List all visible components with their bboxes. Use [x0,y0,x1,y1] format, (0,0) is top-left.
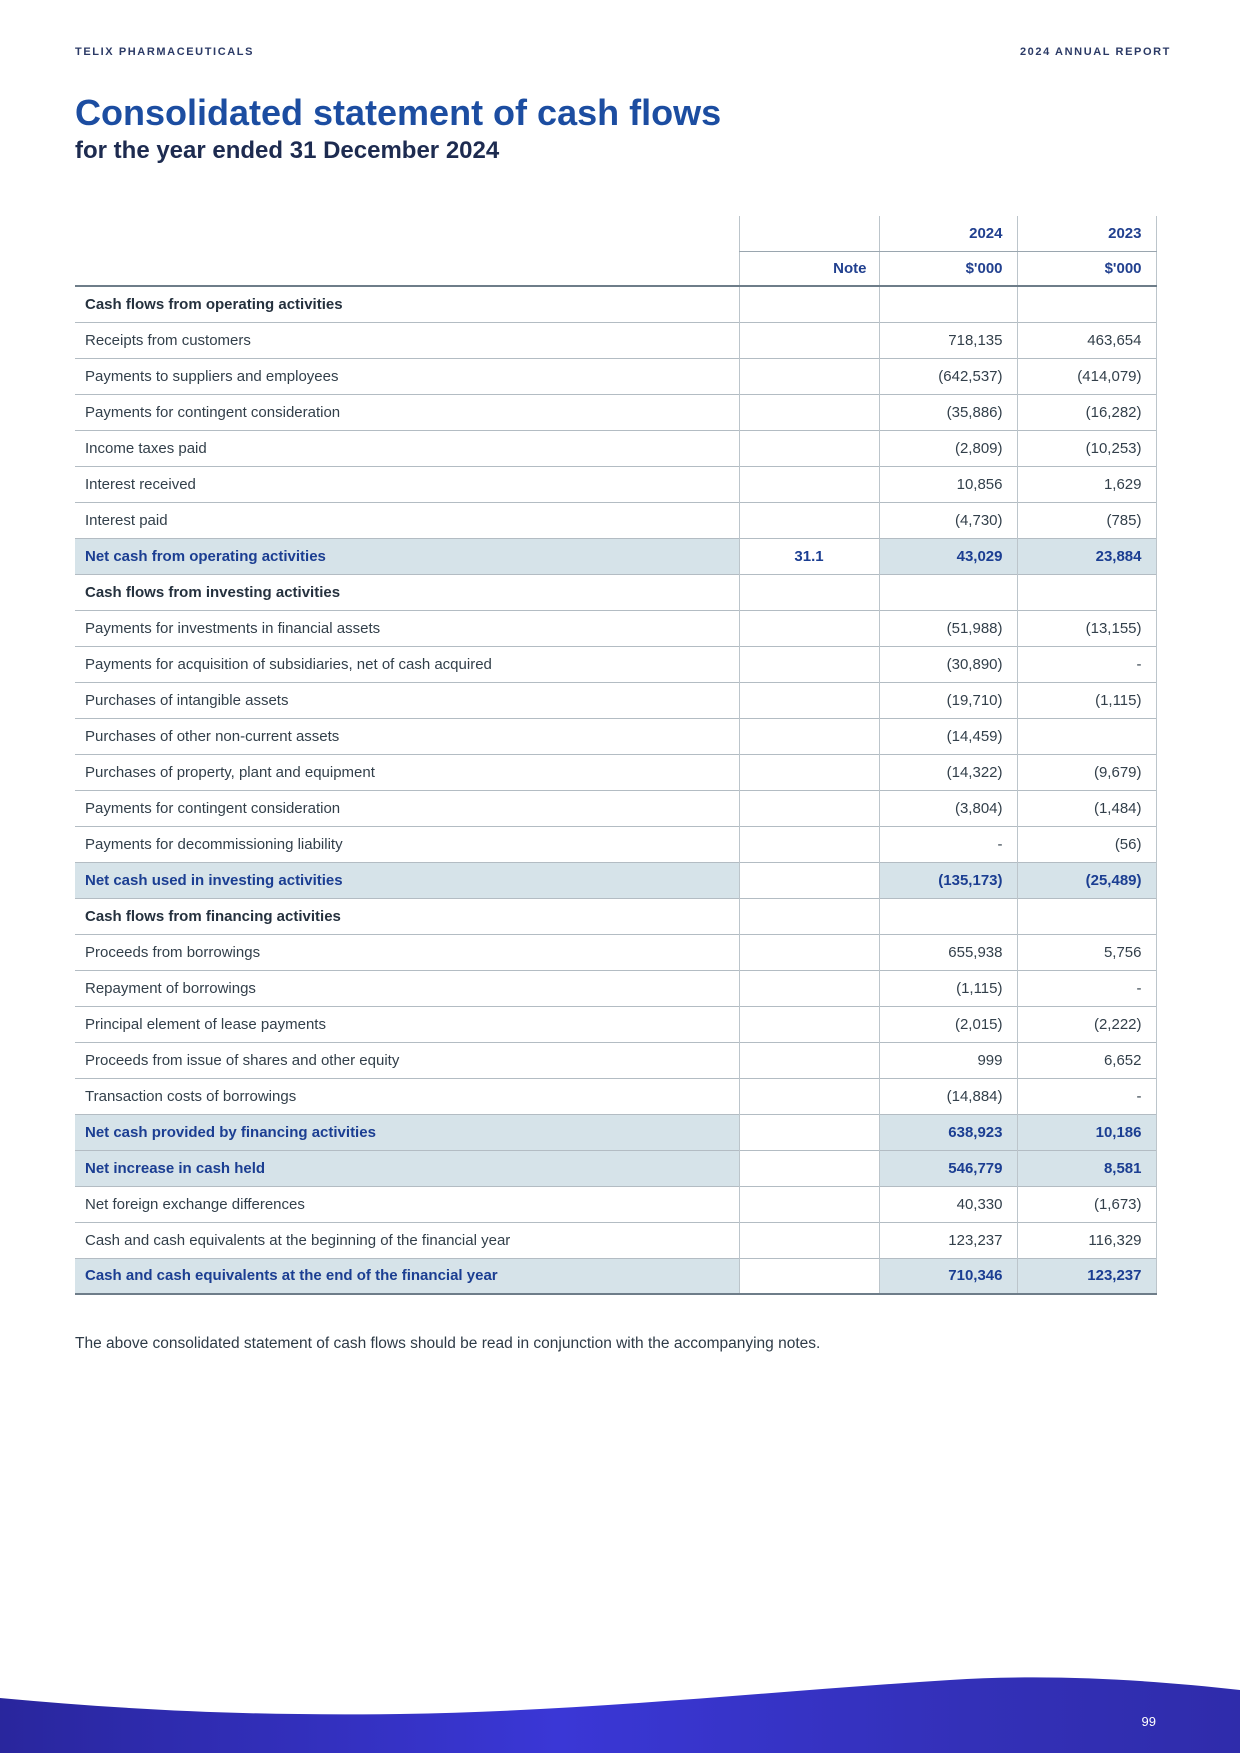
note-value [739,394,879,430]
row-label: Payments for contingent consideration [75,790,739,826]
note-value [739,1114,879,1150]
value-2024: (14,884) [879,1078,1017,1114]
value-2024: 655,938 [879,934,1017,970]
value-2023: 463,654 [1017,322,1156,358]
value-2023: (9,679) [1017,754,1156,790]
header-right-label: 2024 ANNUAL REPORT [1019,46,1171,58]
note-value [739,862,879,898]
empty-header-cell [739,216,879,251]
value-2023 [1017,718,1156,754]
header-left-label: TELIX PHARMACEUTICALS [75,46,255,58]
total-row [75,1114,1156,1150]
empty-header-cell [75,251,739,286]
value-2023: 5,756 [1017,934,1156,970]
table-row [75,1186,1156,1222]
note-value [739,682,879,718]
note-value [739,1258,879,1294]
table-row [75,394,1156,430]
table-row [75,1042,1156,1078]
value-2024: (3,804) [879,790,1017,826]
value-2024: 10,856 [879,466,1017,502]
row-label: Purchases of intangible assets [75,682,739,718]
note-value [739,322,879,358]
note-value [739,1150,879,1186]
row-label: Net cash provided by financing activities [75,1114,739,1150]
note-column-header: Note [739,251,879,286]
table-row [75,826,1156,862]
row-label: Proceeds from borrowings [75,934,739,970]
value-2023: (1,673) [1017,1186,1156,1222]
row-label: Purchases of other non-current assets [75,718,739,754]
note-value: 31.1 [739,538,879,574]
cash-flow-table [75,216,1157,1295]
page-number: 99 [1141,1714,1156,1729]
table-row [75,970,1156,1006]
total-row [75,1150,1156,1186]
value-2023: (1,484) [1017,790,1156,826]
note-value [739,466,879,502]
note-value [739,826,879,862]
value-2024: (14,322) [879,754,1017,790]
note-value [739,718,879,754]
row-label: Cash flows from investing activities [75,574,739,610]
table-row [75,934,1156,970]
section-header-row [75,898,1156,934]
row-label: Interest received [75,466,739,502]
row-label: Transaction costs of borrowings [75,1078,739,1114]
row-label: Payments for decommissioning liability [75,826,739,862]
row-label: Income taxes paid [75,430,739,466]
year-header-row [75,216,1156,251]
empty-header-cell [75,216,739,251]
value-2023: - [1017,646,1156,682]
note-value [739,1186,879,1222]
row-label: Net cash from operating activities [75,538,739,574]
table-row [75,502,1156,538]
note-value [739,430,879,466]
value-2024: 710,346 [879,1258,1017,1294]
page-title: Consolidated statement of cash flows [75,92,722,133]
value-2023: 1,629 [1017,466,1156,502]
value-2024: (135,173) [879,862,1017,898]
value-2024: (2,015) [879,1006,1017,1042]
row-label: Net cash used in investing activities [75,862,739,898]
value-2023: (414,079) [1017,358,1156,394]
table-header [75,216,1156,286]
note-value [739,502,879,538]
value-2024: 40,330 [879,1186,1017,1222]
note-value [739,286,879,322]
total-row [75,862,1156,898]
row-label: Purchases of property, plant and equipment [75,754,739,790]
row-label: Cash and cash equivalents at the beginning of the financial year [75,1222,739,1258]
note-value [739,1222,879,1258]
section-header-row [75,286,1156,322]
table-row [75,1222,1156,1258]
table-row [75,682,1156,718]
row-label: Cash flows from financing activities [75,898,739,934]
table-row [75,718,1156,754]
table-body [75,286,1156,1294]
value-2024: (14,459) [879,718,1017,754]
units-2023-header: $'000 [1017,251,1156,286]
value-2023 [1017,898,1156,934]
value-2023: 123,237 [1017,1258,1156,1294]
value-2024: - [879,826,1017,862]
value-2024 [879,286,1017,322]
value-2023: (10,253) [1017,430,1156,466]
table-row [75,430,1156,466]
note-value [739,898,879,934]
note-value [739,1042,879,1078]
row-label: Payments to suppliers and employees [75,358,739,394]
table-row [75,790,1156,826]
total-row [75,538,1156,574]
row-label: Proceeds from issue of shares and other equity [75,1042,739,1078]
value-2023: 8,581 [1017,1150,1156,1186]
value-2023: - [1017,970,1156,1006]
units-header-row [75,251,1156,286]
value-2023: 23,884 [1017,538,1156,574]
row-label: Cash and cash equivalents at the end of the financial year [75,1258,739,1294]
row-label: Principal element of lease payments [75,1006,739,1042]
row-label: Payments for contingent consideration [75,394,739,430]
value-2024: (1,115) [879,970,1017,1006]
row-label: Interest paid [75,502,739,538]
note-value [739,1006,879,1042]
year-2024-header: 2024 [879,216,1017,251]
row-label: Repayment of borrowings [75,970,739,1006]
note-value [739,970,879,1006]
row-label: Receipts from customers [75,322,739,358]
value-2023: (13,155) [1017,610,1156,646]
value-2024: 718,135 [879,322,1017,358]
table-row [75,1006,1156,1042]
value-2024: 546,779 [879,1150,1017,1186]
row-label: Cash flows from operating activities [75,286,739,322]
value-2024: (642,537) [879,358,1017,394]
value-2023: (785) [1017,502,1156,538]
note-value [739,934,879,970]
value-2023 [1017,286,1156,322]
footer-wave-graphic [0,1540,1240,1753]
units-2024-header: $'000 [879,251,1017,286]
value-2023 [1017,574,1156,610]
note-value [739,358,879,394]
value-2024: (4,730) [879,502,1017,538]
value-2024: (51,988) [879,610,1017,646]
value-2024 [879,574,1017,610]
value-2024: (35,886) [879,394,1017,430]
row-label: Payments for investments in financial assets [75,610,739,646]
table-footnote: The above consolidated statement of cash flows should be read in conjunction with the accompanying notes. [75,1335,821,1352]
row-label: Net increase in cash held [75,1150,739,1186]
table-row [75,754,1156,790]
value-2023: (1,115) [1017,682,1156,718]
table-row [75,610,1156,646]
value-2024: (2,809) [879,430,1017,466]
table-row [75,466,1156,502]
table-row [75,1078,1156,1114]
page-subtitle: for the year ended 31 December 2024 [75,137,500,164]
value-2023: 116,329 [1017,1222,1156,1258]
page-header [75,0,1171,58]
value-2024: 43,029 [879,538,1017,574]
value-2023: (2,222) [1017,1006,1156,1042]
note-value [739,646,879,682]
value-2023: 10,186 [1017,1114,1156,1150]
row-label: Net foreign exchange differences [75,1186,739,1222]
value-2024: (30,890) [879,646,1017,682]
table-row [75,358,1156,394]
year-2023-header: 2023 [1017,216,1156,251]
total-row [75,1258,1156,1294]
value-2023: - [1017,1078,1156,1114]
note-value [739,1078,879,1114]
value-2024: 999 [879,1042,1017,1078]
value-2024: 123,237 [879,1222,1017,1258]
table-row [75,646,1156,682]
value-2023: (16,282) [1017,394,1156,430]
note-value [739,610,879,646]
value-2024 [879,898,1017,934]
value-2023: (56) [1017,826,1156,862]
section-header-row [75,574,1156,610]
row-label: Payments for acquisition of subsidiaries, net of cash acquired [75,646,739,682]
value-2024: 638,923 [879,1114,1017,1150]
note-value [739,574,879,610]
value-2024: (19,710) [879,682,1017,718]
note-value [739,790,879,826]
value-2023: 6,652 [1017,1042,1156,1078]
table-row [75,322,1156,358]
value-2023: (25,489) [1017,862,1156,898]
note-value [739,754,879,790]
